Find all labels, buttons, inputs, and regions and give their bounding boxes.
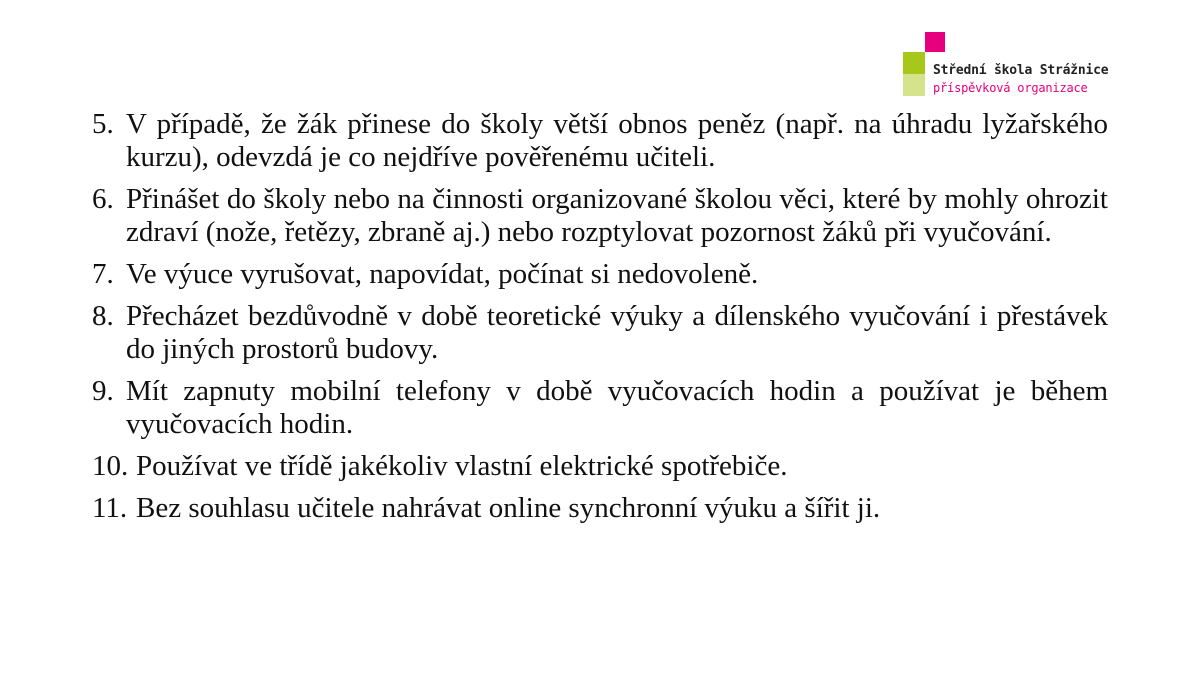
rule-text: Používat ve třídě jakékoliv vlastní elektrické spotřebiče. bbox=[136, 450, 788, 482]
rule-text: V případě, že žák přinese do školy větší obnos peněz (např. na úhradu lyžařského kurzu), odevzdá je co nejdříve pověřenému učiteli. bbox=[126, 108, 1108, 173]
rule-number: 9. bbox=[92, 375, 114, 407]
rule-item-10 bbox=[92, 450, 1108, 483]
rule-text: Přecházet bezdůvodně v době teoretické výuky a dílenského vyučování i přestávek do jiných prostorů budovy. bbox=[126, 300, 1108, 365]
school-organization-type: příspěvková organizace bbox=[933, 81, 1088, 95]
rules-list bbox=[92, 108, 1108, 534]
rule-text: Bez souhlasu učitele nahrávat online synchronní výuku a šířit ji. bbox=[136, 492, 881, 524]
rule-item-5 bbox=[92, 108, 1108, 174]
rule-number: 5. bbox=[92, 108, 114, 140]
school-name: Střední škola Strážnice bbox=[933, 63, 1109, 78]
rule-item-7 bbox=[92, 258, 1108, 291]
rule-item-8 bbox=[92, 300, 1108, 366]
rule-text: Ve výuce vyrušovat, napovídat, počínat si nedovoleně. bbox=[126, 258, 759, 290]
rule-text: Přinášet do školy nebo na činnosti organizované školou věci, které by mohly ohrozit zdraví (nože, řetězy, zbraně aj.) nebo rozptylovat pozornost žáků při vyučování. bbox=[126, 183, 1108, 248]
rule-item-11 bbox=[92, 492, 1108, 525]
rule-number: 10. bbox=[92, 450, 129, 482]
logo-light-green-square bbox=[903, 74, 925, 96]
rule-number: 8. bbox=[92, 300, 114, 332]
logo-magenta-square bbox=[925, 32, 945, 52]
rule-number: 11. bbox=[92, 492, 128, 524]
rule-number: 6. bbox=[92, 183, 114, 215]
rule-text: Mít zapnuty mobilní telefony v době vyučovacích hodin a používat je během vyučovacích hodin. bbox=[126, 375, 1108, 440]
logo-green-square bbox=[903, 52, 925, 74]
rule-number: 7. bbox=[92, 258, 114, 290]
rule-item-9 bbox=[92, 375, 1108, 441]
rule-item-6 bbox=[92, 183, 1108, 249]
school-logo bbox=[903, 31, 1153, 101]
